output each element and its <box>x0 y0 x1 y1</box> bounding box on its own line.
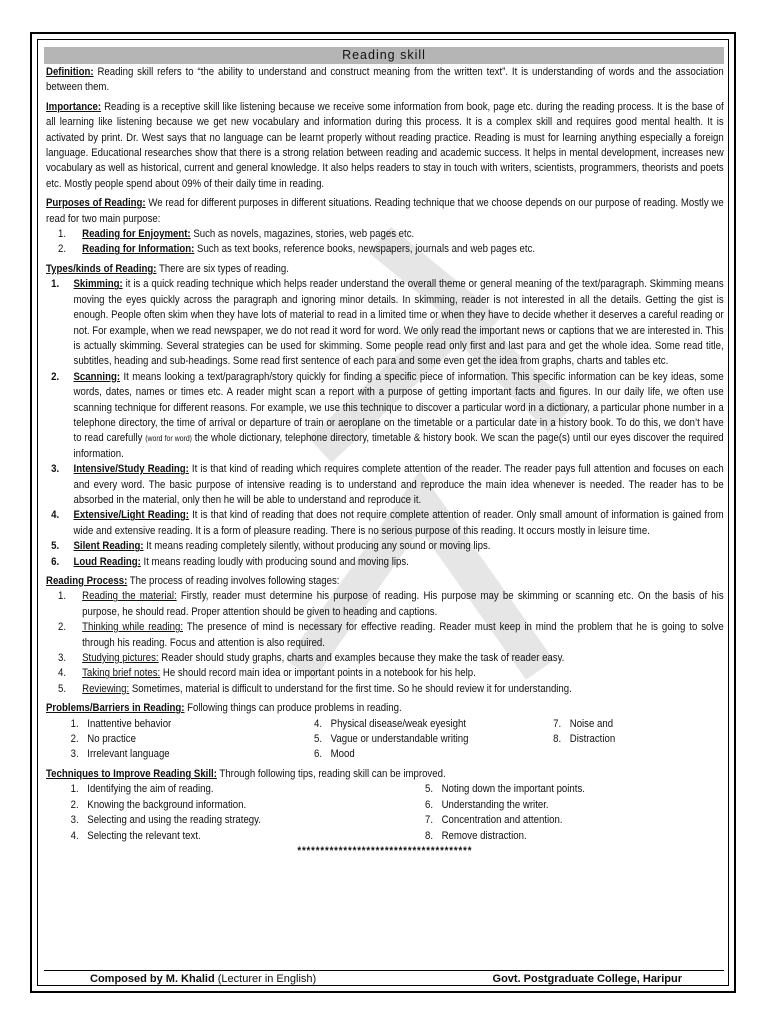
process-list <box>46 589 724 697</box>
techniques-list: 1. Identifying the aim of reading. 5. Noting down the important points. 2. Knowing the background information. 6. Understanding the writer. 3. Selecting and using the reading strategy. 7. Concentration and attention. 4. Selecting the relevant text. 8. Remove distraction. <box>70 783 585 842</box>
list-item: 6. Loud Reading: It means reading loudly with producing sound and moving lips. <box>51 555 409 568</box>
importance-text: Reading is a receptive skill like listening because we receive some information from book, page etc. during the reading process. It is the base of all learning like listening because we get new vocabulary and information during this process. It is a complex skill and requires good mental health. It is activated by print. Dr. West says that no language can be learnt properly without reading practice. Reading is must for learning anything especially a foreign language. Educational researches show that there is a strong relation between reading and academic success. It helps in mental development, increases new vocabulary as well as historical, current and general knowledge. It also helps readers to stay in touch with writers, scientists, programmers, theorists and poets etc. Mostly people spend about 09% of their daily time in reading. <box>46 100 724 190</box>
purposes-list <box>46 227 724 258</box>
process-paragraph <box>46 574 724 589</box>
importance-heading: Importance: <box>46 100 102 113</box>
college-name: Govt. Postgraduate College, Haripur <box>492 973 682 985</box>
purposes-paragraph <box>46 196 724 227</box>
types-list <box>46 277 724 570</box>
star-divider: ************************************** <box>297 844 473 857</box>
process-heading: Reading Process: <box>46 575 128 587</box>
definition-paragraph <box>46 65 724 96</box>
list-item: 3. Intensive/Study Reading: It is that kind of reading which requires complete attention of the reader. The reader pays full attention and focuses on each and every word. The basic purpose of intensive reading is to understand and reproduce the main idea whenever is needed. The reader has to be absorbed in the material, only then he will be able to understand and reproduce it. <box>51 463 724 506</box>
problems-list: 1. Inattentive behavior 4. Physical disease/weak eyesight 7. Noise and 2. No practice 5. Vague or understandable writing 8. Distraction 3. Irrelevant language 6. Mood <box>70 717 616 761</box>
list-item: 2. Reading for Information: Such as text books, reference books, newspapers, journals and web pages etc. <box>58 243 536 256</box>
techniques-text: Through following tips, reading skill can be improved. <box>216 767 446 780</box>
importance-paragraph <box>46 100 724 192</box>
list-item: 5. Silent Reading: It means reading completely silently, without producing any sound or moving lips. <box>51 540 491 553</box>
list-item: 1. Reading the material: Firstly, reader must determine his purpose of reading. His purpose may be skimming or scanning etc. On the basis of his purpose, he should read. Proper attention should be given to heading and captions. <box>58 590 724 618</box>
page-title: Reading skill <box>44 47 724 64</box>
problems-text: Following things can produce problems in reading. <box>184 702 402 715</box>
types-text: There are six types of reading. <box>156 262 289 275</box>
list-item: 2. Scanning: It means looking a text/paragraph/story quickly for finding a specific piece of information. This specific information can be key ideas, some words, dates, names or times etc. A reader might scan a report with a purpose of getting important facts and figures. In our daily life, we often use scanning technique for different reasons. For example, we use this technique to discover a particular word in a dictionary, a particular phone number in a telephone directory, the time of arrival or departure of train or aeroplane on the timetable or a particular date in a history book. To do this, we don’t have to read carefully (word for word) the whole dictionary, telephone directory, timetable & history book. We scan the page(s) until our eyes discover the required information. <box>51 370 724 460</box>
list-item: 5. Reviewing: Sometimes, material is difficult to understand for the first time. So he should review it for understanding. <box>58 682 572 695</box>
definition-heading: Definition: <box>46 66 94 78</box>
process-text: The process of reading involves following stages: <box>127 575 340 587</box>
problems-paragraph <box>46 701 724 716</box>
composer-credit: Composed by M. Khalid (Lecturer in English) <box>90 973 317 985</box>
definition-text: Reading skill refers to “the ability to understand and construct meaning from the written text”. It is understanding of words and the association between them. <box>46 66 724 94</box>
page-footer <box>44 970 724 987</box>
techniques-paragraph <box>46 767 724 782</box>
list-item: 2. Thinking while reading: The presence of mind is necessary for effective reading. Reader must keep in mind the problem that he is going to solve through his reading. Focus and attention is also required. <box>58 621 724 649</box>
list-item: 1. Reading for Enjoyment: Such as novels, magazines, stories, web pages etc. <box>58 228 415 241</box>
list-item: 3. Studying pictures: Reader should study graphs, charts and examples because they make the task of reader easy. <box>58 652 565 665</box>
list-item: 1. Skimming: it is a quick reading technique which helps reader understand the overall theme or general meaning of the text/paragraph. Skimming means moving the eyes quickly across the paragraph and ignoring minor details. In skimming, reader is not interested in all the details. Getting the gist is enough. People often skim when they have lots of material to read in a limited time or when they have to decide whether it deserves a careful reading or not. For example, when we read newspaper, we do not read it word for word. We only read the important news or captions that we are interested in. This is actually skimming. Several strategies can be used for skimming. Some people read only first and last para and get the whole idea. Some read title, subtitles, heading and sub-headings. Some read first sentence of each para and some even get the idea from graphs, charts and tables etc. <box>51 278 724 368</box>
list-item: 4. Taking brief notes: He should record main idea or important points in a notebook for his help. <box>58 667 476 680</box>
techniques-heading: Techniques to Improve Reading Skill: <box>46 767 217 780</box>
purposes-heading: Purposes of Reading: <box>46 197 146 210</box>
types-paragraph <box>46 262 724 277</box>
types-heading: Types/kinds of Reading: <box>46 262 157 275</box>
purposes-text: We read for different purposes in different situations. Reading technique that we choose depends on our purpose of reading. Mostly we read for two main purpose: <box>46 197 724 225</box>
list-item: 4. Extensive/Light Reading: It is that kind of reading that does not require complete attention of reader. Only small amount of information is gained from wide and extensive reading. It is a form of pleasure reading. There is no serious purpose of this reading. It occurs mostly in leisure time. <box>51 509 724 537</box>
document-body <box>46 65 724 859</box>
problems-heading: Problems/Barriers in Reading: <box>46 702 185 715</box>
